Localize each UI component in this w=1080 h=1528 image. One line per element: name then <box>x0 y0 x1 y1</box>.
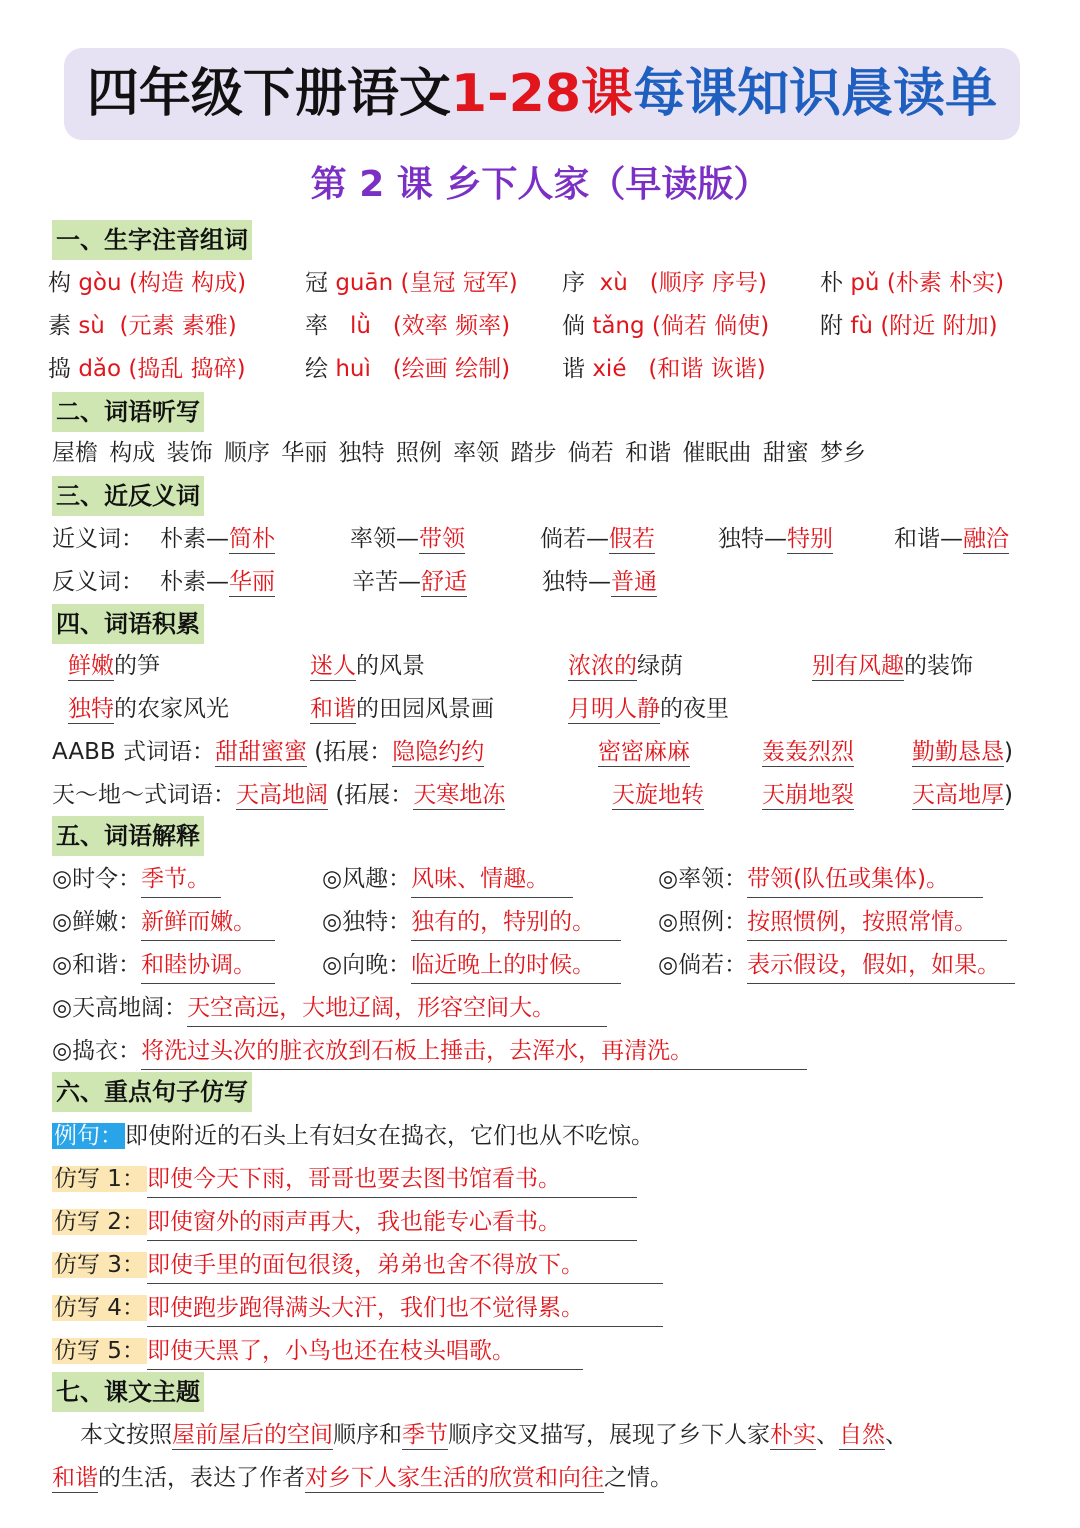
definition: ◎独特：独有的，特别的。 <box>322 905 621 941</box>
section-1-heading: 一、生字注音组词 <box>52 220 252 260</box>
char-item: 绘 huì (绘画 绘制) <box>305 356 511 382</box>
char-item: 朴 pǔ (朴素 朴实) <box>820 270 1005 296</box>
aabb-row: AABB 式词语：甜甜蜜蜜 (拓展：隐隐约约 <box>52 739 485 765</box>
char-item: 率 lǜ (效率 频率) <box>305 313 511 339</box>
section-5-heading: 五、词语解释 <box>52 816 204 856</box>
section-4-heading: 四、词语积累 <box>52 604 204 644</box>
char-row-1: 构 gòu (构造 构成) <box>48 270 247 296</box>
phrase-item: 和谐的田园风景画 <box>310 696 494 722</box>
phrase-item: 鲜嫩的笋 <box>68 653 160 679</box>
section-2-heading: 二、词语听写 <box>52 392 204 432</box>
imitation-2: 仿写 2：即使窗外的雨声再大，我也能专心看书。 <box>52 1205 637 1241</box>
synonym-pair: 和谐—融洽 <box>894 526 1009 552</box>
imitation-3: 仿写 3：即使手里的面包很烫，弟弟也舍不得放下。 <box>52 1248 663 1284</box>
phrase-item: 月明人静的夜里 <box>568 696 729 722</box>
antonym-pair: 辛苦—舒适 <box>352 569 467 595</box>
phrase-item: 别有风趣的装饰 <box>812 653 973 679</box>
lesson-subtitle: 第 2 课 乡下人家（早读版） <box>310 164 770 205</box>
tiandi-row: 天～地～式词语：天高地阔 (拓展：天寒地冻 <box>52 782 506 808</box>
tiandi-ext: 天旋地转 <box>612 782 704 808</box>
aabb-ext: 勤勤恳恳) <box>912 739 1013 765</box>
theme-line-1: 本文按照屋前屋后的空间顺序和季节顺序交叉描写，展现了乡下人家朴实、自然、 <box>80 1422 908 1448</box>
title-part2: 1-28课 <box>450 64 634 124</box>
synonym-label: 近义词： <box>52 526 144 552</box>
definition: ◎照例：按照惯例，按照常情。 <box>658 905 1007 941</box>
synonym-pair: 倘若—假若 <box>540 526 655 552</box>
char-item: 谐 xié (和谐 诙谐) <box>562 356 766 382</box>
title-banner <box>64 48 1020 140</box>
synonym-pair: 率领—带领 <box>350 526 465 552</box>
aabb-ext: 密密麻麻 <box>598 739 690 765</box>
phrase-item: 迷人的风景 <box>310 653 425 679</box>
definition: ◎捣衣：将洗过头次的脏衣放到石板上捶击，去浑水，再清洗。 <box>52 1034 807 1070</box>
aabb-ext: 轰轰烈烈 <box>762 739 854 765</box>
definition: ◎倘若：表示假设，假如，如果。 <box>658 948 1015 984</box>
definition: ◎天高地阔：天空高远，大地辽阔，形容空间大。 <box>52 991 607 1027</box>
phrase-item: 独特的农家风光 <box>68 696 229 722</box>
synonym-pair: 朴素—简朴 <box>160 526 275 552</box>
imitation-4: 仿写 4：即使跑步跑得满头大汗，我们也不觉得累。 <box>52 1291 663 1327</box>
char-item: 捣 dǎo (捣乱 捣碎) <box>48 356 246 382</box>
tiandi-ext: 天高地厚) <box>912 782 1013 808</box>
example-sentence: 例句：即使附近的石头上有妇女在捣衣，它们也从不吃惊。 <box>54 1123 654 1149</box>
imitation-5: 仿写 5：即使天黑了，小鸟也还在枝头唱歌。 <box>52 1334 583 1370</box>
synonym-pair: 独特—特别 <box>718 526 833 552</box>
definition: ◎风趣：风味、情趣。 <box>322 862 573 898</box>
tiandi-ext: 天崩地裂 <box>762 782 854 808</box>
example-label: 例句： <box>54 1123 123 1149</box>
definition: ◎时令：季节。 <box>52 862 221 898</box>
section-7-heading: 七、课文主题 <box>52 1372 204 1412</box>
dictation-words: 屋檐 构成 装饰 顺序 华丽 独特 照例 率领 踏步 倘若 和谐 催眠曲 甜蜜 梦乡 <box>52 440 867 466</box>
definition: ◎向晚：临近晚上的时候。 <box>322 948 621 984</box>
char-item: 序 xù (顺序 序号) <box>562 270 768 296</box>
section-3-heading: 三、近反义词 <box>52 476 204 516</box>
section-6-heading: 六、重点句子仿写 <box>52 1072 252 1112</box>
char-item: 倘 tǎng (倘若 倘使) <box>562 313 770 339</box>
definition: ◎鲜嫩：新鲜而嫩。 <box>52 905 275 941</box>
title-part1: 四年级下册语文 <box>86 64 451 124</box>
antonym-label: 反义词： <box>52 569 144 595</box>
imitation-1: 仿写 1：即使今天下雨，哥哥也要去图书馆看书。 <box>52 1162 637 1198</box>
title-part3: 每课知识晨读单 <box>633 64 998 124</box>
antonym-pair: 朴素—华丽 <box>160 569 275 595</box>
antonym-pair: 独特—普通 <box>542 569 657 595</box>
definition: ◎率领：带领(队伍或集体)。 <box>658 862 983 898</box>
char-item: 素 sù (元素 素雅) <box>48 313 237 339</box>
char-item: 附 fù (附近 附加) <box>820 313 998 339</box>
phrase-item: 浓浓的绿荫 <box>568 653 683 679</box>
theme-line-2: 和谐的生活，表达了作者对乡下人家生活的欣赏和向往之情。 <box>52 1465 673 1491</box>
definition: ◎和谐：和睦协调。 <box>52 948 275 984</box>
char-item: 冠 guān (皇冠 冠军) <box>305 270 518 296</box>
